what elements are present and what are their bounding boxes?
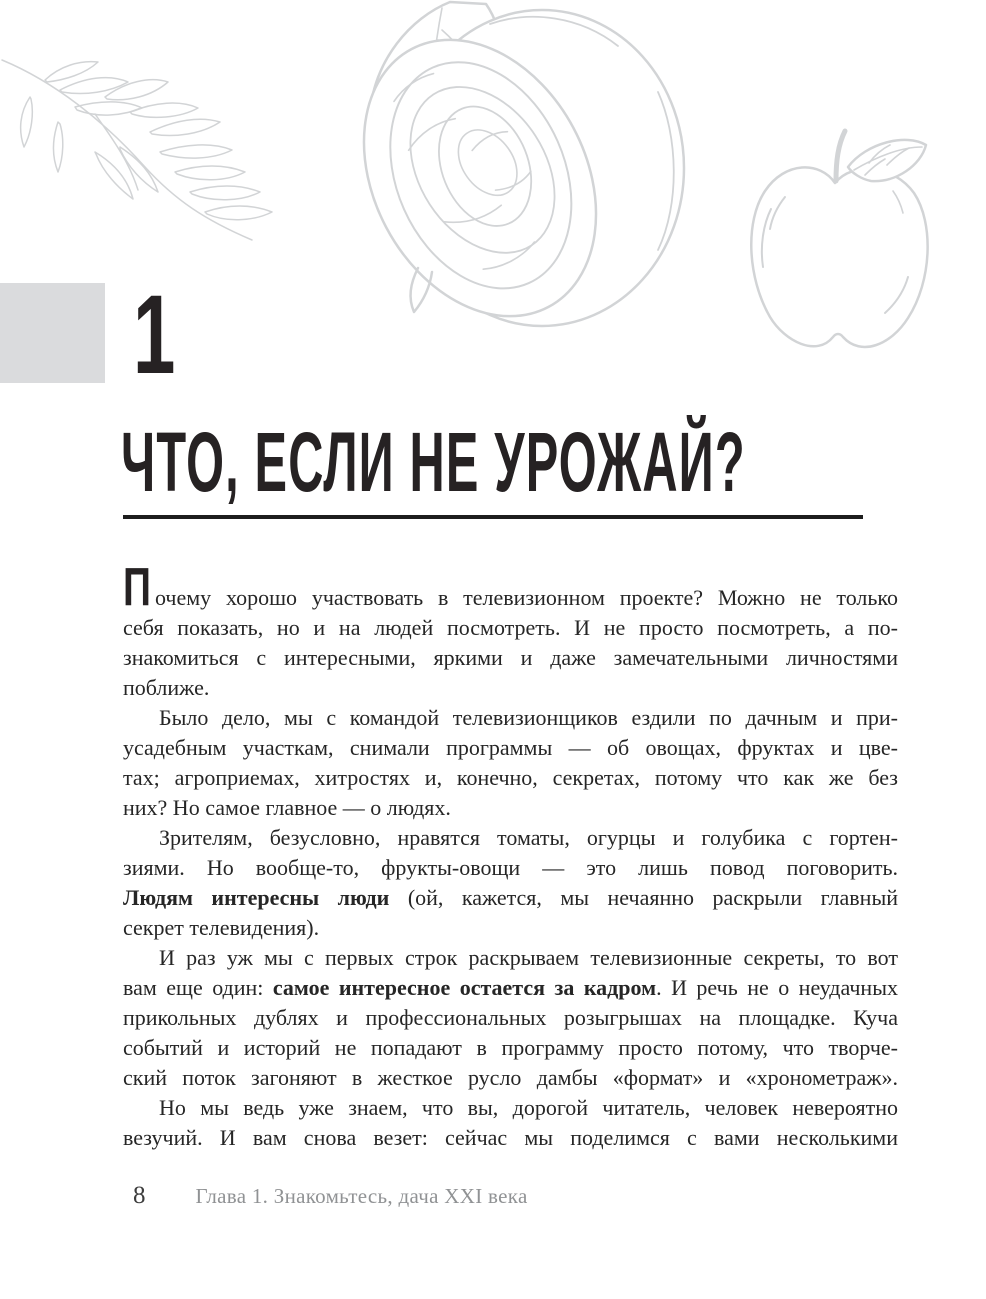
footer xyxy=(133,1182,833,1210)
text: И раз уж мы с первых строк раскрываем телевизионные секреты, то вот xyxy=(159,945,898,970)
body-line xyxy=(123,733,898,763)
text: зиями. Но вообще-то, фрукты-овощи — это лишь повод поговорить. xyxy=(123,855,898,880)
text: прикольных дублях и профессиональных розыгрышах на площадке. Куча xyxy=(123,1005,898,1030)
text: секрет телевидения). xyxy=(123,915,320,940)
body-line xyxy=(123,973,898,1003)
body-line xyxy=(123,1003,898,1033)
text: себя показать, но и на людей посмотреть. И не просто посмотреть, а по- xyxy=(123,615,898,640)
body-line xyxy=(123,823,898,853)
body-line xyxy=(123,643,898,673)
paragraph xyxy=(123,583,898,703)
body-line xyxy=(123,1093,898,1123)
body-line xyxy=(123,1123,898,1153)
running-title: Глава 1. Знакомьтесь, дача XXI века xyxy=(195,1184,528,1208)
body-line xyxy=(123,613,898,643)
bold-text: самое интересное остается за кадром xyxy=(272,975,657,1000)
body-line xyxy=(123,1063,898,1093)
text: них? Но самое главное — о людях. xyxy=(123,795,451,820)
text: вам еще один: xyxy=(123,975,273,1000)
drop-cap: П xyxy=(123,557,151,617)
chapter-title: ЧТО, ЕСЛИ НЕ УРОЖАЙ? xyxy=(121,415,746,509)
rosemary-illustration xyxy=(0,52,295,252)
text: Зрителям, безусловно, нравятся томаты, огурцы и голубика с гортен- xyxy=(159,825,898,850)
body-line xyxy=(123,793,898,823)
body-line xyxy=(123,703,898,733)
body-line xyxy=(123,943,898,973)
body-line xyxy=(123,883,898,913)
paragraph xyxy=(123,943,898,1093)
body-line xyxy=(123,1033,898,1063)
body-line xyxy=(123,853,898,883)
body-line xyxy=(123,673,898,703)
paragraph xyxy=(123,1093,898,1153)
text: усадебным участкам, снимали программы — об овощах, фруктах и цве- xyxy=(123,735,898,760)
page-number: 8 xyxy=(133,1182,146,1209)
body-text xyxy=(123,583,898,1153)
title-rule xyxy=(123,515,863,519)
text: Было дело, мы с командой телевизионщиков ездили по дачным и при- xyxy=(159,705,898,730)
chapter-number: 1 xyxy=(133,272,175,397)
paragraph xyxy=(123,703,898,823)
text: тах; агроприемах, хитростях и, конечно, секретах, потому что как же без xyxy=(123,765,898,790)
text: ский поток загоняют в жесткое русло дамбы «формат» и «хронометраж». xyxy=(123,1065,898,1090)
body-line xyxy=(123,583,898,613)
bold-text: Людям интересны люди xyxy=(123,885,390,910)
text: поближе. xyxy=(123,675,210,700)
body-line xyxy=(123,763,898,793)
text: (ой, кажется, мы нечаянно раскрыли главный xyxy=(389,885,899,910)
text: очему хорошо участвовать в телевизионном проекте? Можно не только xyxy=(155,585,898,610)
text: знакомиться с интересными, яркими и даже замечательными личностями xyxy=(123,645,898,670)
paragraph xyxy=(123,823,898,943)
chapter-accent-block xyxy=(0,283,105,383)
body-line xyxy=(123,913,898,943)
text: событий и историй не попадают в программу просто потому, что творче- xyxy=(123,1035,898,1060)
text: . И речь не о неудачных xyxy=(656,975,898,1000)
text: везучий. И вам снова везет: сейчас мы поделимся с вами несколькими xyxy=(123,1125,898,1150)
text: Но мы ведь уже знаем, что вы, дорогой читатель, человек невероятно xyxy=(159,1095,898,1120)
cabbage-illustration xyxy=(290,0,690,332)
apple-illustration xyxy=(735,125,947,363)
